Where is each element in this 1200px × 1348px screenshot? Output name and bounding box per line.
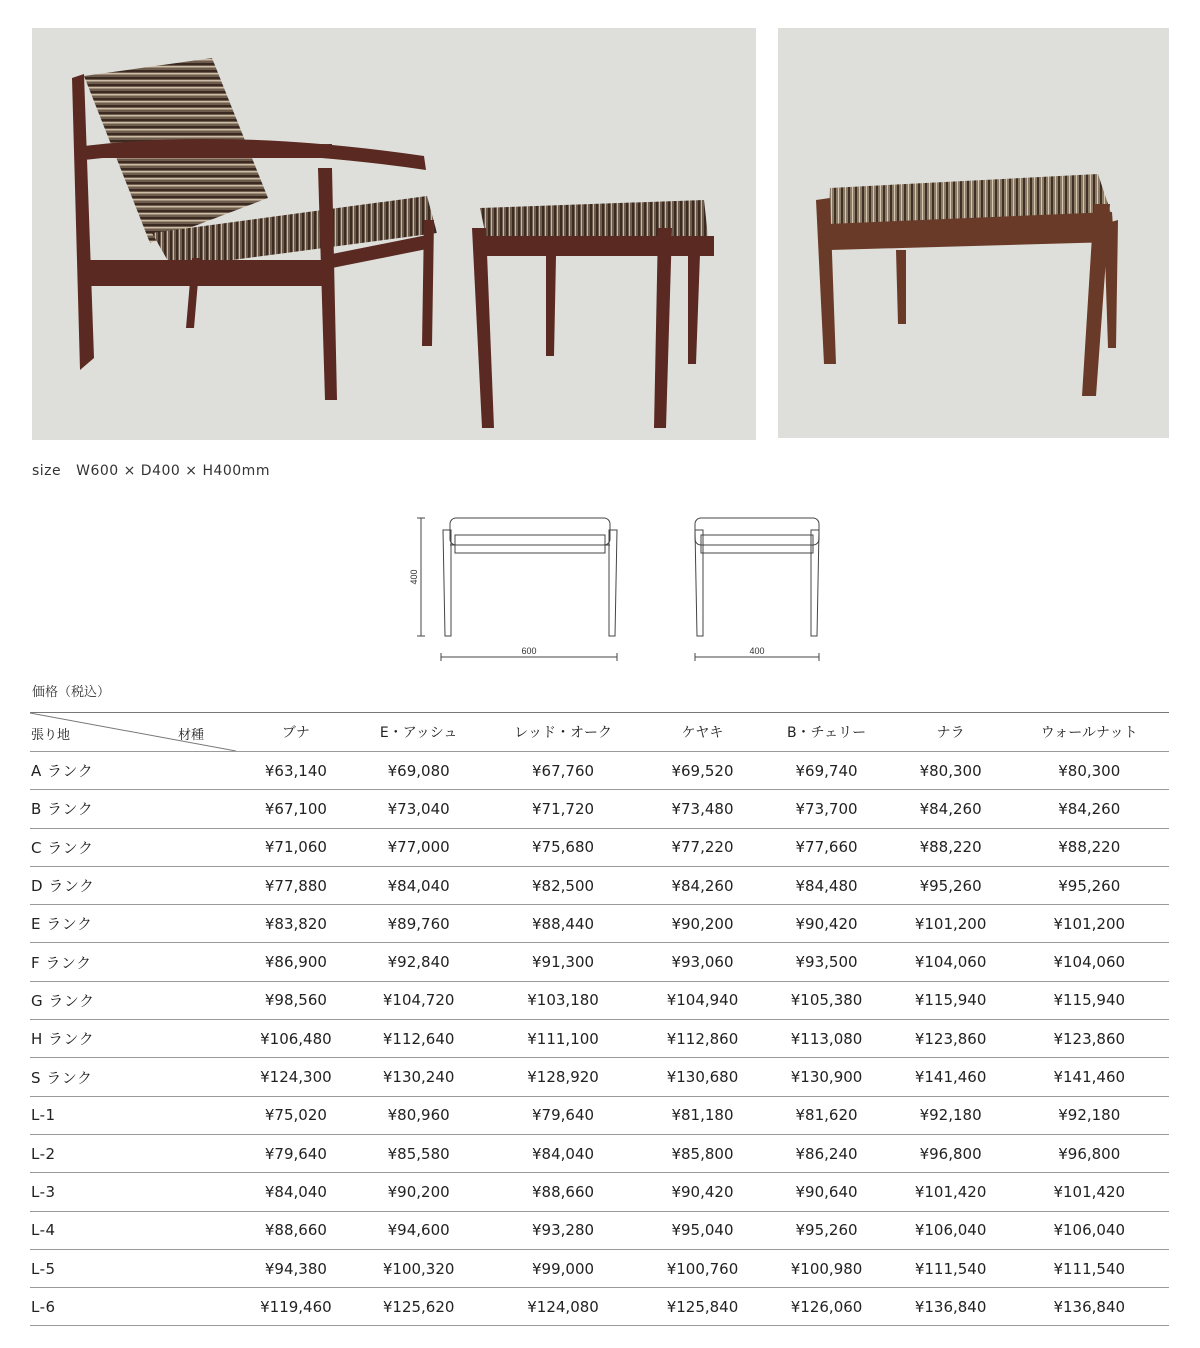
price-cell: ¥77,660: [761, 828, 891, 866]
rank-cell: L-4: [30, 1211, 237, 1249]
price-cell: ¥92,180: [892, 1096, 1010, 1134]
price-cell: ¥92,840: [355, 943, 483, 981]
rank-cell: L-6: [30, 1288, 237, 1326]
side-view-left-leg: [695, 530, 703, 636]
price-cell: ¥84,260: [892, 790, 1010, 828]
rank-cell: L-5: [30, 1249, 237, 1287]
dimension-drawings: [405, 505, 845, 675]
price-cell: ¥125,840: [644, 1288, 762, 1326]
table-corner-cell: [30, 713, 237, 752]
price-cell: ¥84,480: [761, 866, 891, 904]
price-cell: ¥77,220: [644, 828, 762, 866]
price-cell: ¥90,420: [644, 1173, 762, 1211]
price-cell: ¥69,520: [644, 752, 762, 790]
price-cell: ¥124,300: [237, 1058, 355, 1096]
height-dimension-label: 400: [409, 569, 419, 585]
size-label: size: [32, 463, 62, 479]
price-cell: ¥84,040: [355, 866, 483, 904]
price-cell: ¥69,740: [761, 752, 891, 790]
price-cell: ¥86,240: [761, 1134, 891, 1172]
price-cell: ¥95,040: [644, 1211, 762, 1249]
rank-cell: D ランク: [30, 866, 237, 904]
price-cell: ¥85,580: [355, 1134, 483, 1172]
price-cell: ¥106,480: [237, 1020, 355, 1058]
table-row: [30, 828, 1169, 866]
price-cell: ¥81,180: [644, 1096, 762, 1134]
table-row: [30, 1096, 1169, 1134]
rank-cell: H ランク: [30, 1020, 237, 1058]
price-cell: ¥88,660: [483, 1173, 644, 1211]
product-photo-ottoman: [778, 28, 1169, 438]
price-cell: ¥141,460: [1010, 1058, 1170, 1096]
table-header-row: [30, 713, 1169, 752]
chair-ottoman-illustration: [32, 28, 756, 440]
price-cell: ¥86,900: [237, 943, 355, 981]
price-cell: ¥101,200: [1010, 905, 1170, 943]
price-cell: ¥79,640: [483, 1096, 644, 1134]
ottoman-line-drawing: [405, 505, 845, 675]
table-row: [30, 1211, 1169, 1249]
width-dimension-label: 600: [521, 646, 537, 656]
price-cell: ¥88,660: [237, 1211, 355, 1249]
front-view-cushion: [450, 518, 610, 545]
price-cell: ¥112,860: [644, 1020, 762, 1058]
price-cell: ¥104,720: [355, 981, 483, 1019]
column-header: B・チェリー: [761, 713, 891, 752]
price-table: [30, 712, 1169, 1326]
price-cell: ¥95,260: [1010, 866, 1170, 904]
price-cell: ¥113,080: [761, 1020, 891, 1058]
price-cell: ¥115,940: [1010, 981, 1170, 1019]
price-cell: ¥123,860: [1010, 1020, 1170, 1058]
price-heading: 価格（税込）: [32, 685, 111, 700]
table-row: [30, 943, 1169, 981]
price-cell: ¥71,060: [237, 828, 355, 866]
price-cell: ¥67,100: [237, 790, 355, 828]
size-value: W600 × D400 × H400mm: [76, 463, 270, 479]
price-cell: ¥80,960: [355, 1096, 483, 1134]
price-cell: ¥94,600: [355, 1211, 483, 1249]
price-cell: ¥103,180: [483, 981, 644, 1019]
price-cell: ¥75,020: [237, 1096, 355, 1134]
price-cell: ¥96,800: [1010, 1134, 1170, 1172]
price-cell: ¥67,760: [483, 752, 644, 790]
price-cell: ¥111,100: [483, 1020, 644, 1058]
price-cell: ¥104,060: [1010, 943, 1170, 981]
price-cell: ¥104,940: [644, 981, 762, 1019]
price-cell: ¥130,240: [355, 1058, 483, 1096]
table-row: [30, 1134, 1169, 1172]
rank-cell: B ランク: [30, 790, 237, 828]
table-row: [30, 1020, 1169, 1058]
price-cell: ¥111,540: [1010, 1249, 1170, 1287]
price-cell: ¥124,080: [483, 1288, 644, 1326]
column-header: E・アッシュ: [355, 713, 483, 752]
price-cell: ¥119,460: [237, 1288, 355, 1326]
price-cell: ¥101,200: [892, 905, 1010, 943]
price-cell: ¥80,300: [1010, 752, 1170, 790]
rank-cell: L-1: [30, 1096, 237, 1134]
price-cell: ¥104,060: [892, 943, 1010, 981]
side-view-right-leg: [811, 530, 819, 636]
price-cell: ¥63,140: [237, 752, 355, 790]
price-cell: ¥105,380: [761, 981, 891, 1019]
price-cell: ¥100,320: [355, 1249, 483, 1287]
price-cell: ¥115,940: [892, 981, 1010, 1019]
rank-cell: C ランク: [30, 828, 237, 866]
price-cell: ¥88,440: [483, 905, 644, 943]
table-row: [30, 1288, 1169, 1326]
ottoman-illustration: [778, 28, 1169, 438]
price-cell: ¥91,300: [483, 943, 644, 981]
table-row: [30, 790, 1169, 828]
depth-dimension-label: 400: [749, 646, 765, 656]
price-cell: ¥88,220: [1010, 828, 1170, 866]
price-cell: ¥82,500: [483, 866, 644, 904]
price-cell: ¥92,180: [1010, 1096, 1170, 1134]
column-header: ナラ: [892, 713, 1010, 752]
price-cell: ¥90,420: [761, 905, 891, 943]
rank-cell: A ランク: [30, 752, 237, 790]
column-header: レッド・オーク: [483, 713, 644, 752]
table-row: [30, 752, 1169, 790]
price-cell: ¥85,800: [644, 1134, 762, 1172]
price-cell: ¥84,260: [1010, 790, 1170, 828]
price-cell: ¥106,040: [1010, 1211, 1170, 1249]
price-cell: ¥95,260: [892, 866, 1010, 904]
table-row: [30, 1058, 1169, 1096]
side-view-cushion: [695, 518, 819, 545]
price-cell: ¥136,840: [1010, 1288, 1170, 1326]
upholstery-header: 張り地: [31, 728, 71, 743]
price-cell: ¥90,200: [355, 1173, 483, 1211]
table-row: [30, 1173, 1169, 1211]
price-cell: ¥141,460: [892, 1058, 1010, 1096]
price-cell: ¥90,200: [644, 905, 762, 943]
price-cell: ¥125,620: [355, 1288, 483, 1326]
price-cell: ¥71,720: [483, 790, 644, 828]
table-row: [30, 866, 1169, 904]
front-view-right-leg: [609, 530, 617, 636]
table-row: [30, 905, 1169, 943]
price-cell: ¥98,560: [237, 981, 355, 1019]
price-cell: ¥130,680: [644, 1058, 762, 1096]
price-cell: ¥99,000: [483, 1249, 644, 1287]
rank-cell: L-3: [30, 1173, 237, 1211]
price-cell: ¥88,220: [892, 828, 1010, 866]
material-header: 材種: [178, 728, 205, 743]
rank-cell: F ランク: [30, 943, 237, 981]
price-cell: ¥83,820: [237, 905, 355, 943]
price-cell: ¥69,080: [355, 752, 483, 790]
price-cell: ¥84,260: [644, 866, 762, 904]
table-row: [30, 981, 1169, 1019]
price-cell: ¥77,880: [237, 866, 355, 904]
price-cell: ¥75,680: [483, 828, 644, 866]
price-cell: ¥73,040: [355, 790, 483, 828]
price-cell: ¥128,920: [483, 1058, 644, 1096]
rank-cell: E ランク: [30, 905, 237, 943]
price-cell: ¥130,900: [761, 1058, 891, 1096]
price-cell: ¥79,640: [237, 1134, 355, 1172]
price-cell: ¥84,040: [483, 1134, 644, 1172]
price-cell: ¥136,840: [892, 1288, 1010, 1326]
product-photo-chair-and-ottoman: [32, 28, 756, 440]
price-cell: ¥80,300: [892, 752, 1010, 790]
price-cell: ¥94,380: [237, 1249, 355, 1287]
rank-cell: S ランク: [30, 1058, 237, 1096]
size-spec: [32, 463, 270, 479]
price-cell: ¥73,700: [761, 790, 891, 828]
price-cell: ¥100,980: [761, 1249, 891, 1287]
price-table-body: [30, 752, 1169, 1326]
price-cell: ¥93,060: [644, 943, 762, 981]
price-cell: ¥106,040: [892, 1211, 1010, 1249]
price-cell: ¥77,000: [355, 828, 483, 866]
price-cell: ¥112,640: [355, 1020, 483, 1058]
price-cell: ¥90,640: [761, 1173, 891, 1211]
price-cell: ¥84,040: [237, 1173, 355, 1211]
price-cell: ¥111,540: [892, 1249, 1010, 1287]
price-cell: ¥93,500: [761, 943, 891, 981]
rank-cell: L-2: [30, 1134, 237, 1172]
price-cell: ¥96,800: [892, 1134, 1010, 1172]
price-cell: ¥100,760: [644, 1249, 762, 1287]
price-cell: ¥101,420: [1010, 1173, 1170, 1211]
rank-cell: G ランク: [30, 981, 237, 1019]
price-cell: ¥93,280: [483, 1211, 644, 1249]
column-header: ブナ: [237, 713, 355, 752]
column-header: ケヤキ: [644, 713, 762, 752]
table-row: [30, 1249, 1169, 1287]
price-cell: ¥126,060: [761, 1288, 891, 1326]
price-cell: ¥95,260: [761, 1211, 891, 1249]
price-cell: ¥73,480: [644, 790, 762, 828]
price-cell: ¥89,760: [355, 905, 483, 943]
price-cell: ¥81,620: [761, 1096, 891, 1134]
price-cell: ¥123,860: [892, 1020, 1010, 1058]
front-view-left-leg: [443, 530, 451, 636]
column-header: ウォールナット: [1010, 713, 1170, 752]
price-cell: ¥101,420: [892, 1173, 1010, 1211]
